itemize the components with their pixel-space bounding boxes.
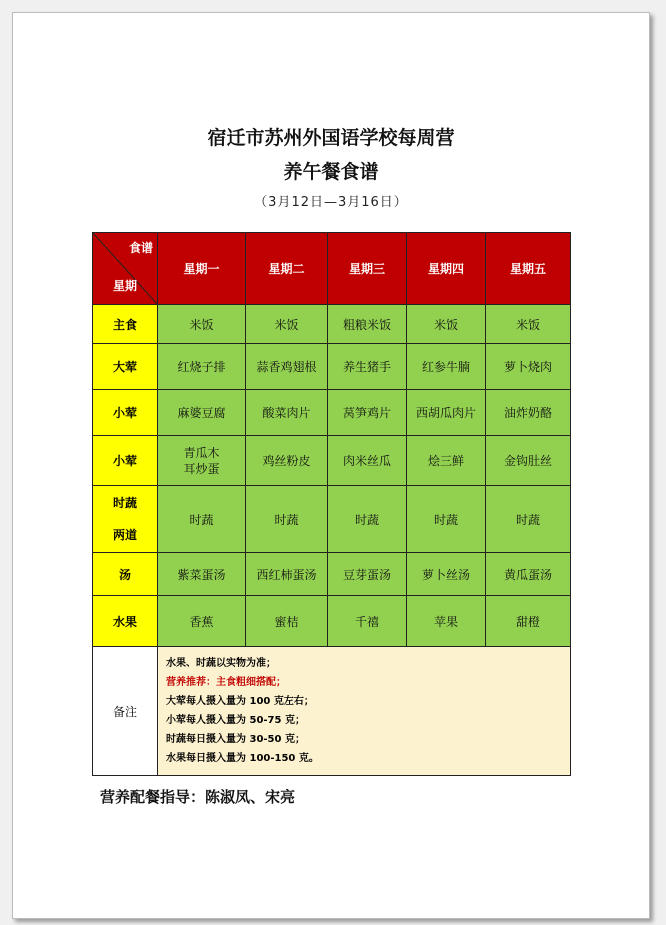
row-label: 水果 [93,596,158,647]
row-label: 时蔬两道 [93,486,158,553]
menu-cell: 米饭 [158,305,246,344]
header-row [93,233,571,305]
row-label: 小荤 [93,436,158,486]
menu-cell: 黄瓜蛋汤 [486,553,571,596]
row-label: 大荤 [93,344,158,390]
corner-top-label: 食谱 [128,241,153,255]
menu-cell: 养生猪手 [328,344,407,390]
notes-row [93,647,571,776]
menu-cell: 油炸奶酪 [486,390,571,436]
row-label: 小荤 [93,390,158,436]
menu-row [93,305,571,344]
menu-cell: 金钩肚丝 [486,436,571,486]
document-page [12,12,650,919]
day-header: 星期五 [486,233,571,305]
menu-cell: 青瓜木耳炒蛋 [158,436,246,486]
notes-label: 备注 [93,647,158,776]
notes-cell [158,647,571,776]
menu-cell: 时蔬 [328,486,407,553]
corner-bottom-label: 星期 [113,279,138,293]
note-line-highlight: 营养推荐：主食粗细搭配； [166,677,286,688]
menu-row [93,596,571,647]
menu-cell: 香蕉 [158,596,246,647]
corner-cell [93,233,158,305]
menu-cell: 紫菜蛋汤 [158,553,246,596]
menu-cell: 豆芽蛋汤 [328,553,407,596]
notes-list [158,648,570,774]
menu-cell: 时蔬 [158,486,246,553]
menu-cell: 麻婆豆腐 [158,390,246,436]
menu-cell: 蜜桔 [246,596,328,647]
menu-cell: 西胡瓜肉片 [407,390,486,436]
note-line: 水果、时蔬以实物为准； [166,658,276,669]
row-label: 主食 [93,305,158,344]
menu-cell: 萝卜烧肉 [486,344,571,390]
menu-row [93,390,571,436]
menu-cell: 米饭 [486,305,571,344]
menu-cell: 萝卜丝汤 [407,553,486,596]
day-header: 星期四 [407,233,486,305]
menu-cell: 苹果 [407,596,486,647]
menu-cell: 鸡丝粉皮 [246,436,328,486]
menu-cell: 时蔬 [486,486,571,553]
note-line: 时蔬每日摄入量为 30-50 克； [166,734,305,745]
note-line: 水果每日摄入量为 100-150 克。 [166,753,319,764]
row-label: 汤 [93,553,158,596]
nutrition-guidance: 营养配餐指导：陈淑凤、宋亮 [100,788,296,806]
menu-cell: 肉米丝瓜 [328,436,407,486]
menu-table [92,232,571,776]
menu-cell: 莴笋鸡片 [328,390,407,436]
menu-cell: 红参牛腩 [407,344,486,390]
menu-cell: 蒜香鸡翅根 [246,344,328,390]
day-header: 星期二 [246,233,328,305]
note-line: 小荤每人摄入量为 50-75 克； [166,715,305,726]
menu-cell: 千禧 [328,596,407,647]
date-range: （3月12日—3月16日） [254,195,408,210]
menu-row [93,344,571,390]
menu-cell: 甜橙 [486,596,571,647]
menu-cell: 时蔬 [246,486,328,553]
menu-cell: 米饭 [407,305,486,344]
menu-cell: 时蔬 [407,486,486,553]
menu-cell: 红烧子排 [158,344,246,390]
title-line-1: 宿迁市苏州外国语学校每周营 [207,127,455,149]
menu-cell: 烩三鲜 [407,436,486,486]
note-line: 大荤每人摄入量为 100 克左右； [166,696,314,707]
menu-row [93,486,571,553]
day-header: 星期三 [328,233,407,305]
title-line-2: 养午餐食谱 [283,161,379,183]
menu-cell: 西红柿蛋汤 [246,553,328,596]
menu-cell: 酸菜肉片 [246,390,328,436]
day-header: 星期一 [158,233,246,305]
menu-row [93,436,571,486]
menu-row [93,553,571,596]
menu-cell: 米饭 [246,305,328,344]
menu-cell: 粗粮米饭 [328,305,407,344]
